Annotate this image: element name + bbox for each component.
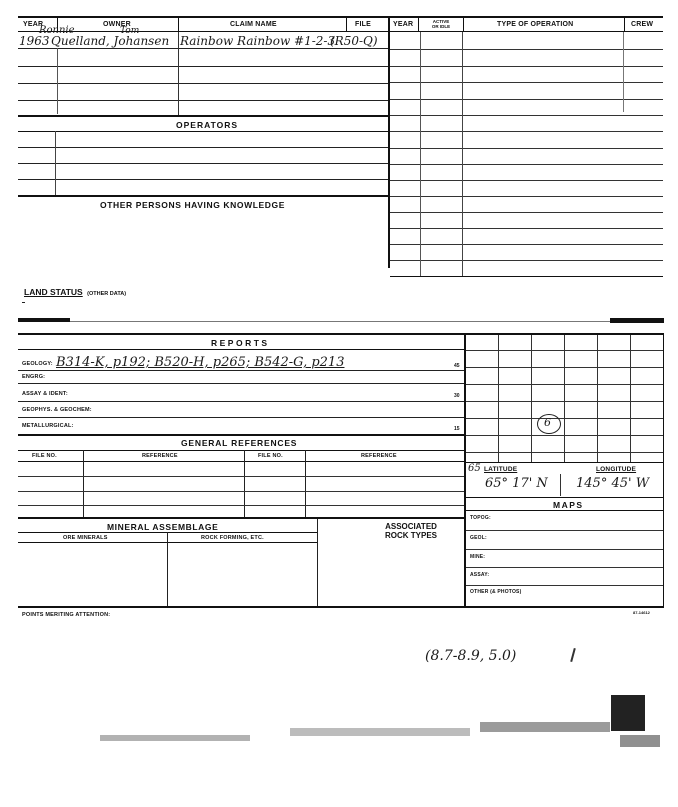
maps-mine: MINE: [470,554,486,560]
other-persons-title: OTHER PERSONS HAVING KNOWLEDGE [100,200,286,210]
report-label-assay: ASSAY & IDENT: [22,391,68,397]
claim-name-header: CLAIM NAME [230,21,277,28]
land-status-heading [24,282,126,300]
entry-owners: Quelland, Johansen [51,34,170,48]
ops-year-header: YEAR [393,21,414,28]
rock-forming-header: ROCK FORMING, ETC. [201,535,264,541]
ore-minerals-header: ORE MINERALS [63,535,108,541]
maps-assay: ASSAY: [470,572,490,578]
gr-header-reference-1: REFERENCE [142,453,178,459]
longitude-label: LONGITUDE [596,466,637,473]
maps-topog: TOPOG: [470,515,491,521]
type-of-operation-header: TYPE OF OPERATION [497,21,574,28]
report-num-assay: 30 [454,393,460,399]
longitude-value: 145° 45' W [576,476,650,491]
handwritten-note: (8.7-8.9, 5.0) [425,648,517,664]
mineral-assemblage-title: MINERAL ASSEMBLAGE [107,522,219,532]
general-references-title: GENERAL REFERENCES [181,438,298,448]
latitude-prefix: 65 [468,463,481,474]
report-label-geophys: GEOPHYS. & GEOCHEM: [22,407,92,413]
gr-header-file-no-2: FILE NO. [258,453,283,459]
points-meriting-attention: POINTS MERITING ATTENTION: [22,612,111,618]
report-value-geology: B314-K, p192; B520-H, p265; B542-G, p213 [56,355,345,370]
entry-file: (R50-Q) [330,34,378,48]
file-header: FILE [355,21,371,28]
maps-title: MAPS [553,500,584,510]
active-idle-header [422,20,460,29]
report-label-metallurgical: METALLURGICAL: [22,423,74,429]
owner-first-name-2: Tom [120,26,140,36]
reports-title: REPORTS [211,338,270,348]
gr-header-reference-2: REFERENCE [361,453,397,459]
maps-other: OTHER (& PHOTOS) [470,589,522,595]
associated-rock-types-title [385,522,437,540]
land-status-label: LAND STATUS [24,287,83,297]
associated-label: ASSOCIATED [385,522,437,531]
latitude-label: LATITUDE [484,466,518,473]
land-status-sub: (OTHER DATA) [87,291,127,297]
owner-first-name: Ronnie [39,25,75,36]
report-num-metallurgical: 15 [454,426,460,432]
entry-claim: Rainbow Rainbow #1-2-3 [180,34,336,48]
entry-year: 1963 [19,34,50,48]
report-label-engrg: ENGRG: [22,374,46,380]
rock-types-label: ROCK TYPES [385,531,438,540]
crew-header: CREW [631,21,654,28]
gr-header-file-no-1: FILE NO. [32,453,57,459]
operators-title: OPERATORS [176,120,239,130]
report-num-geology: 45 [454,363,460,369]
report-label-geology: GEOLOGY: [22,361,53,367]
idle-label: OR IDLE [431,23,451,29]
form-number: 87-14612 [633,610,650,615]
year-header: YEAR [23,21,44,28]
grid-section-mark: 6 [544,416,551,429]
owner-header: OWNER [103,21,131,28]
maps-geol: GEOL: [470,535,487,541]
active-label: ACTIVE [432,19,450,24]
latitude-value: 65° 17' N [485,476,548,491]
